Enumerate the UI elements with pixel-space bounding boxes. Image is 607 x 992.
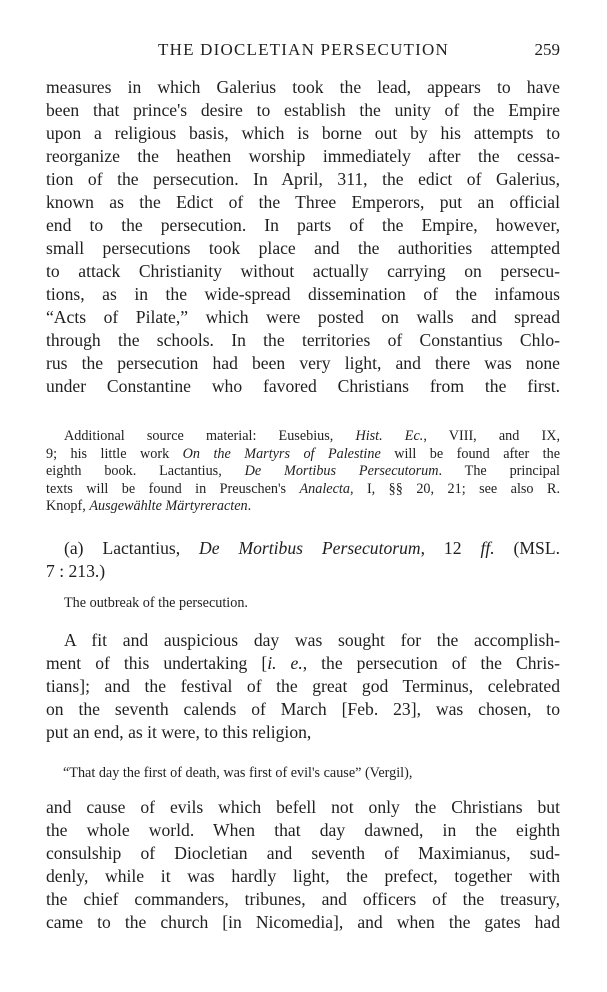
text-line: small persecutions took place and the authorities attempted bbox=[46, 238, 560, 258]
note-line: texts will be found in Preuschen's Analecta, I, §§ 20, 21; see also R. bbox=[46, 480, 560, 497]
text-line: under Constantine who favored Christians from the first. bbox=[46, 376, 560, 396]
note-line: Additional source material: Eusebius, Hist. Ec., VIII, and IX, bbox=[64, 428, 561, 444]
text-line: end to the persecution. In parts of the Empire, however, bbox=[46, 215, 560, 235]
text-line: been that prince's desire to establish the unity of the Empire bbox=[46, 100, 560, 120]
note-line: eighth book. Lactantius, De Mortibus Persecutorum. The principal bbox=[46, 463, 560, 479]
text-line: rus the persecution had been very light, and there was none bbox=[46, 353, 560, 373]
text-line: tions, as in the wide-spread dissemination of the infamous bbox=[46, 284, 560, 304]
text-line: measures in which Galerius took the lead, appears to have bbox=[46, 77, 560, 97]
text-line: ment of this undertaking [i. e., the persecution of the Chris- bbox=[46, 653, 560, 673]
note-line: Knopf, Ausgewählte Märtyreracten. bbox=[46, 498, 252, 514]
vergil-quote: “That day the first of death, was first of evil's cause” (Vergil), bbox=[63, 765, 413, 781]
heading-line: (a) Lactantius, De Mortibus Persecutorum, 12 ff. (MSL. bbox=[64, 538, 560, 558]
text-line: A fit and auspicious day was sought for the accomplish- bbox=[64, 630, 560, 650]
text-line: reorganize the heathen worship immediately after the cessa- bbox=[46, 146, 560, 166]
section-subtitle: The outbreak of the persecution. bbox=[64, 595, 248, 611]
source-heading bbox=[46, 537, 560, 583]
text-line: put an end, as it were, to this religion, bbox=[46, 722, 312, 742]
heading-line: 7 : 213.) bbox=[46, 561, 106, 581]
text-line: the chief commanders, tribunes, and officers of the treasury, bbox=[46, 889, 560, 909]
page-number: 259 bbox=[534, 40, 560, 59]
text-line: tion of the persecution. In April, 311, the edict of Galerius, bbox=[46, 169, 560, 189]
text-line: and cause of evils which befell not only the Christians but bbox=[46, 797, 560, 817]
text-line: upon a religious basis, which is borne out by his attempts to bbox=[46, 123, 560, 143]
additional-sources-note bbox=[46, 428, 561, 516]
paragraph-terminus bbox=[46, 629, 560, 744]
text-line: on the seventh calends of March [Feb. 23], was chosen, to bbox=[46, 699, 560, 719]
text-line: the whole world. When that day dawned, in the eighth bbox=[46, 820, 560, 840]
text-line: came to the church [in Nicomedia], and when the gates had bbox=[46, 912, 560, 932]
paragraph-galerius bbox=[46, 76, 560, 398]
text-line: known as the Edict of the Three Emperors, put an official bbox=[46, 192, 560, 212]
note-line: 9; his little work On the Martyrs of Palestine will be found after the bbox=[46, 445, 560, 462]
text-line: to attack Christianity without actually carrying on persecu- bbox=[46, 261, 560, 281]
text-line: consulship of Diocletian and seventh of Maximianus, sud- bbox=[46, 843, 560, 863]
text-line: tians]; and the festival of the great god Terminus, celebrated bbox=[46, 676, 560, 696]
running-title: THE DIOCLETIAN PERSECUTION bbox=[158, 40, 449, 59]
running-head bbox=[0, 38, 607, 62]
text-line: denly, while it was hardly light, the prefect, together with bbox=[46, 866, 560, 886]
text-line: through the schools. In the territories of Constantius Chlo- bbox=[46, 330, 560, 350]
paragraph-nicomedia bbox=[46, 796, 560, 934]
text-line: “Acts of Pilate,” which were posted on walls and spread bbox=[46, 307, 560, 327]
